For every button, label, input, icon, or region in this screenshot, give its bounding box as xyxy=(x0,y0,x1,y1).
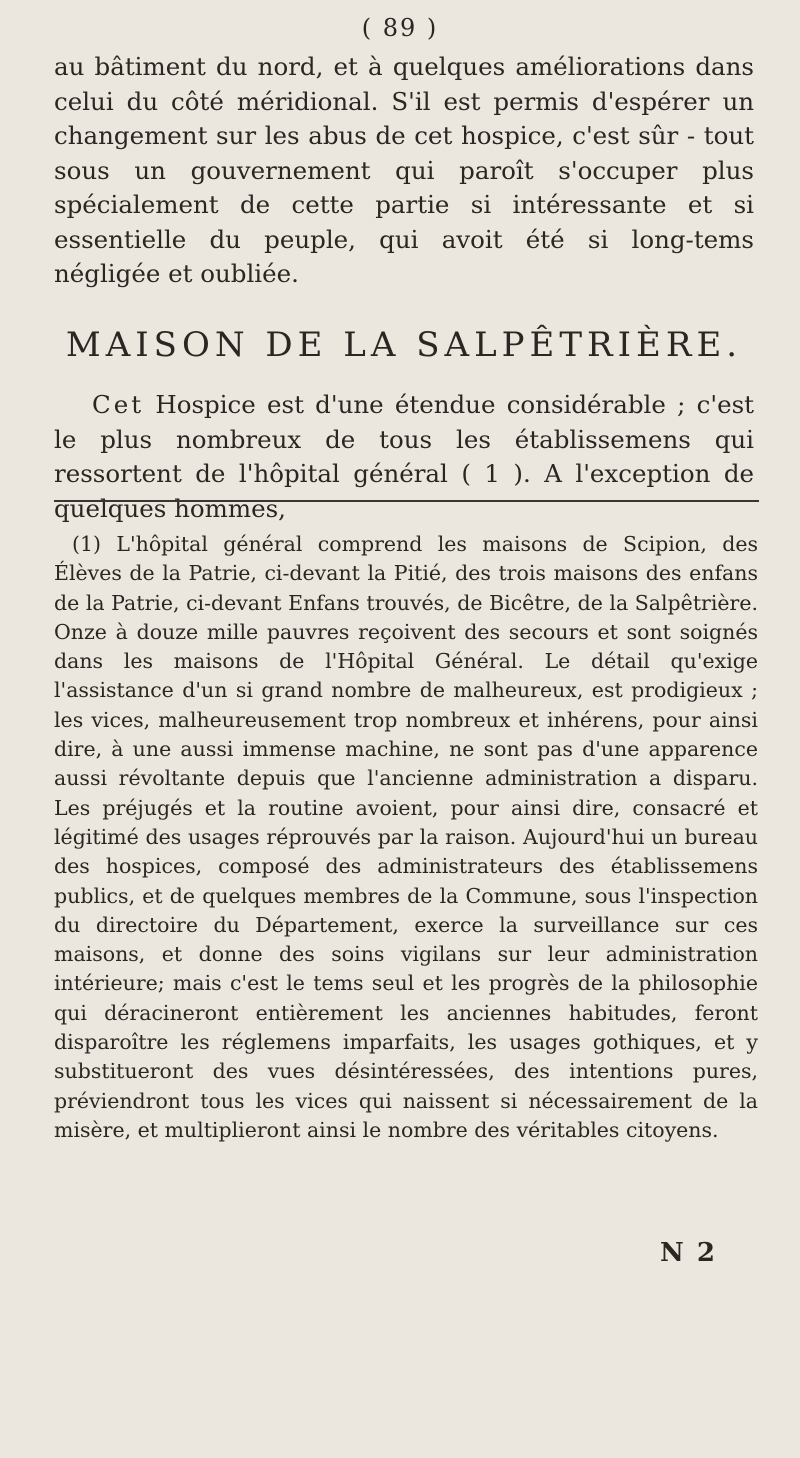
section-title: MAISON DE LA SALPÊTRIÈRE. xyxy=(65,325,743,365)
signature-mark: N 2 xyxy=(660,1238,717,1268)
section-paragraph-text: Hospice est d'une étendue considérable ; c'est le plus nombreux de tous les établissemens qui ressortent de l'hôpital général ( 1 ). A l'exception de quelques hommes, xyxy=(54,390,754,523)
intro-paragraph: au bâtiment du nord, et à quelques améliorations dans celui du côté méridional. S'il est permis d'espérer un changement sur les abus de cet hospice, c'est sûr - tout sous un gouvernement qui paroît s'occuper plus spécialement de cette partie si intéressante et si essentielle du peuple, qui avoit été si long-tems négligée et oubliée. xyxy=(54,52,754,288)
section-paragraph xyxy=(54,388,754,526)
page-number: ( 89 ) xyxy=(361,14,439,42)
footnote: (1) L'hôpital général comprend les maisons de Scipion, des Élèves de la Patrie, ci-devant la Pitié, des trois maisons des enfans de la Patrie, ci-devant Enfans trouvés, de Bicêtre, de la Salpêtrière. Onze à douze mille pauvres reçoivent des secours et sont soignés dans les maisons de l'Hôpital Général. Le détail qu'exige l'assistance d'un si grand nombre de malheureux, est prodigieux ; les vices, malheureusement trop nombreux et inhérens, pour ainsi dire, à une aussi immense machine, ne sont pas d'une apparence aussi révoltante depuis que l'ancienne administration a disparu. Les préjugés et la routine avoient, pour ainsi dire, consacré et légitimé des usages réprouvés par la raison. Aujourd'hui un bureau des hospices, composé des administrateurs des établissemens publics, et de quelques membres de la Commune, sous l'inspection du directoire du Département, exerce la surveillance sur ces maisons, et donne des soins vigilans sur leur administration intérieure; mais c'est le tems seul et les progrès de la philosophie qui déracineront entièrement les anciennes habitudes, feront disparoître les réglemens imparfaits, les usages gothiques, et y substitueront des vues désintéressées, des intentions pures, préviendront tous les vices qui naissent si nécessairement de la misère, et multiplieront ainsi le nombre des véritables citoyens. xyxy=(54,532,758,1142)
footnote-divider xyxy=(54,500,759,502)
section-lead-word: Cet xyxy=(92,390,145,419)
